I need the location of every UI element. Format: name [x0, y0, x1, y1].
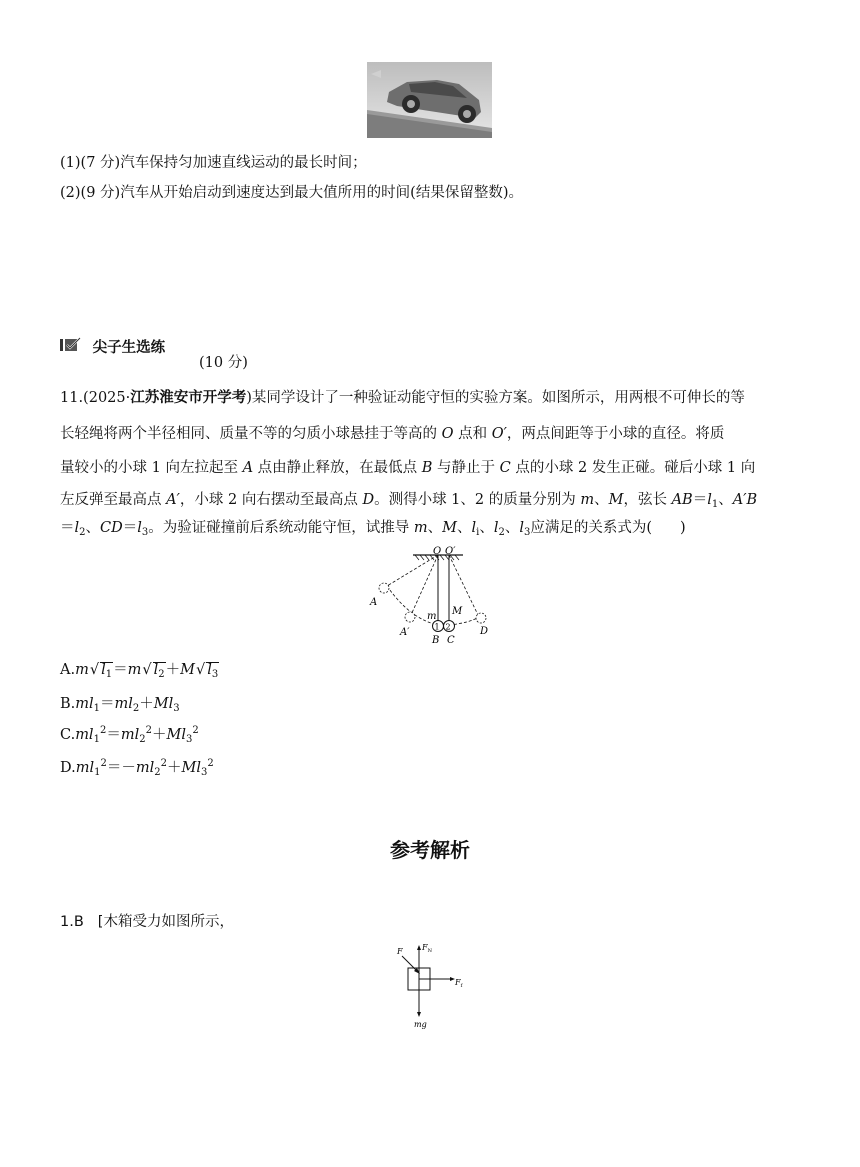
- label-O-prime: O′: [445, 546, 456, 557]
- label-mg: mg: [414, 1020, 427, 1029]
- label-Ff: $F_f$: [455, 978, 463, 989]
- q11-source: 江苏淮安市开学考: [130, 390, 247, 406]
- label-M: M: [452, 606, 463, 617]
- label-O: O: [433, 546, 442, 557]
- car-photo: [367, 62, 492, 138]
- pendulum-diagram: [365, 543, 495, 648]
- force-diagram: [392, 940, 472, 1032]
- label-A-prime: A′: [400, 627, 410, 638]
- section-title: 尖子生选练: [92, 340, 166, 356]
- section-header: [60, 336, 165, 356]
- svg-text:1: 1: [434, 622, 440, 632]
- answer-1: 1.B [木箱受力如图所示，: [60, 914, 234, 930]
- label-B: B: [432, 635, 440, 646]
- label-m: m: [427, 611, 437, 622]
- label-FN: $F_N$: [422, 943, 432, 954]
- option-c[interactable]: $C.ml_1^2=ml_2^2+Ml_3^2$: [60, 725, 199, 745]
- q10-part1: (1)(7 分)汽车保持匀加速直线运动的最长时间；: [60, 155, 367, 171]
- option-b[interactable]: $B.ml_1=ml_2+Ml_3$: [60, 696, 180, 714]
- svg-text:2: 2: [445, 622, 451, 632]
- label-D: D: [480, 626, 489, 637]
- q11-line3: 量较小的小球 1 向左拉起至 A 点由静止释放，在最低点 B 与静止于 C 点的小球 2 发生正碰。碰后小球 1 向: [60, 460, 756, 476]
- section-score: (10 分): [199, 355, 248, 371]
- answers-title: 参考解析: [390, 838, 470, 862]
- q11-line2: 长轻绳将两个半径相同、质量不等的匀质小球悬挂于等高的 O 点和 O′，两点间距等于小球的直径。将质: [60, 426, 725, 442]
- label-A: A: [370, 597, 378, 608]
- q11-line1: 11.(2025·江苏淮安市开学考)某同学设计了一种验证动能守恒的实验方案。如图所示，用两根不可伸长的等: [60, 390, 745, 406]
- q10-part2: (2)(9 分)汽车从开始启动到速度达到最大值所用的时间(结果保留整数)。: [60, 185, 523, 201]
- q11-line5: $=l_2$、$CD=l_3$。为验证碰撞前后系统动能守恒，试推导 m、M、$l_i$、$l_2$、$l_3$应满足的关系式为( ): [60, 520, 686, 538]
- option-d[interactable]: $D.ml_1^2=-ml_2^2+Ml_3^2$: [60, 758, 214, 778]
- check-icon: [60, 337, 82, 357]
- option-a[interactable]: A.m√ $l_1=m√$ $l_2+M√$ $l_3$: [60, 662, 219, 680]
- label-C: C: [447, 635, 455, 646]
- label-F: F: [397, 947, 403, 956]
- q11-line4: 左反弹至最高点 A′，小球 2 向右摆动至最高点 D。测得小球 1、2 的质量分别为 m、M，弦长 $AB=l_1$、A′B: [60, 492, 758, 510]
